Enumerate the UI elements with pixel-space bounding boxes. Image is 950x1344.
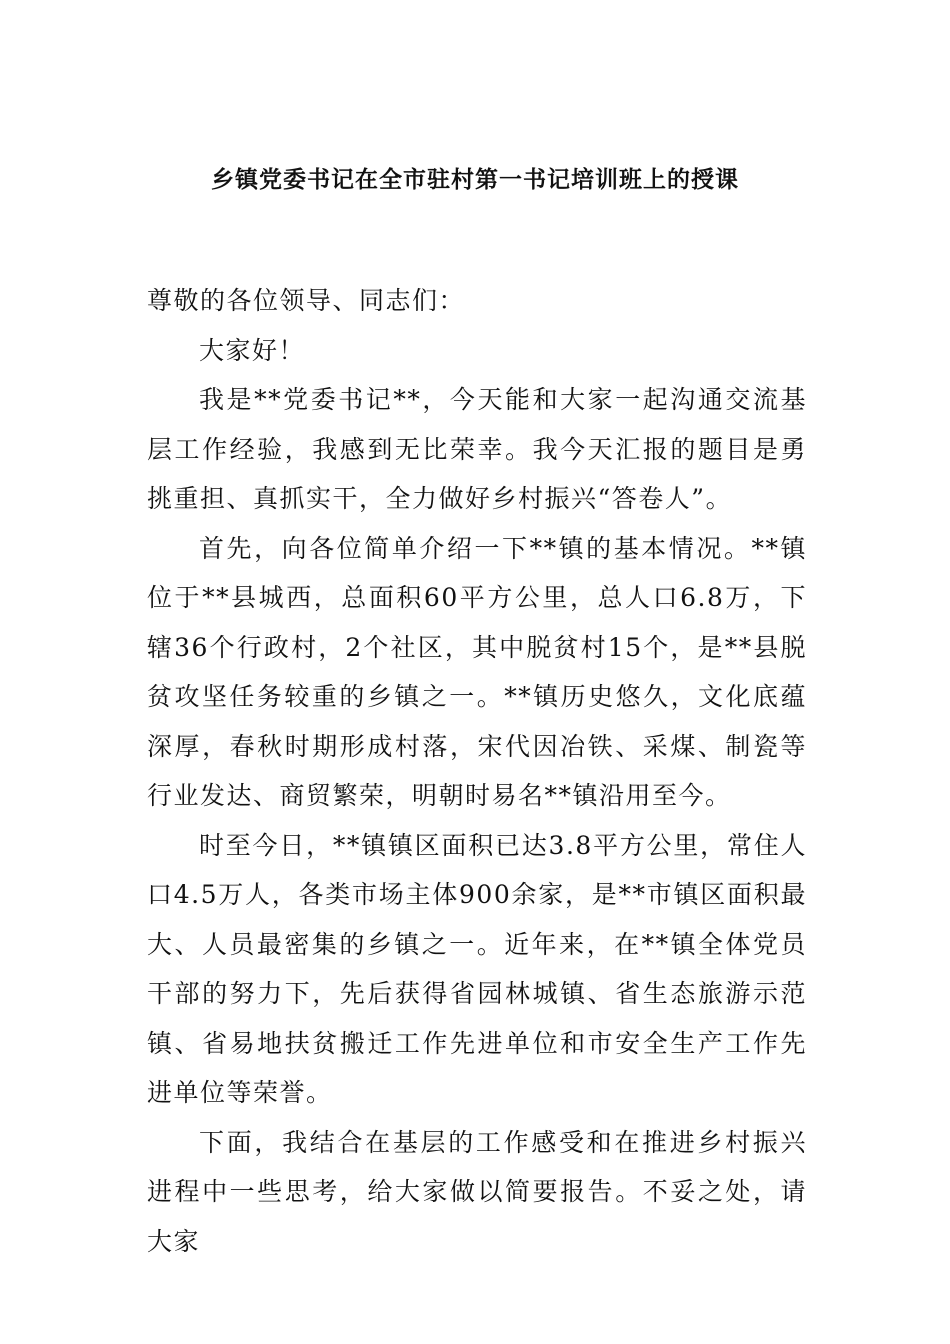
- paragraph-greeting: 大家好！: [199, 335, 306, 365]
- document-body: [147, 276, 807, 1266]
- paragraph-town-overview: 首先，向各位简单介绍一下**镇的基本情况。**镇位于**县城西，总面积60平方公里，总人口6.8万，下辖36个行政村，2个社区，其中脱贫村15个，是**县脱贫攻坚任务较重的乡镇之一。**镇历史悠久，文化底蕴深厚，春秋时期形成村落，宋代因冶铁、采煤、制瓷等行业发达、商贸繁荣，明朝时易名**镇沿用至今。: [147, 533, 807, 810]
- paragraph-introduction: 我是**党委书记**，今天能和大家一起沟通交流基层工作经验，我感到无比荣幸。我今天汇报的题目是勇挑重担、真抓实干，全力做好乡村振兴“答卷人”。: [147, 385, 807, 513]
- paragraph-town-present: 时至今日，**镇镇区面积已达3.8平方公里，常住人口4.5万人，各类市场主体900余家，是**市镇区面积最大、人员最密集的乡镇之一。近年来，在**镇全体党员干部的努力下，先后获得省园林城镇、省生态旅游示范镇、省易地扶贫搬迁工作先进单位和市安全生产工作先进单位等荣誉。: [147, 830, 807, 1107]
- paragraph-report-intro: 下面，我结合在基层的工作感受和在推进乡村振兴进程中一些思考，给大家做以简要报告。不妥之处，请大家: [147, 1127, 807, 1256]
- document-title: 乡镇党委书记在全市驻村第一书记培训班上的授课: [211, 167, 739, 193]
- salutation: 尊敬的各位领导、同志们：: [147, 286, 466, 315]
